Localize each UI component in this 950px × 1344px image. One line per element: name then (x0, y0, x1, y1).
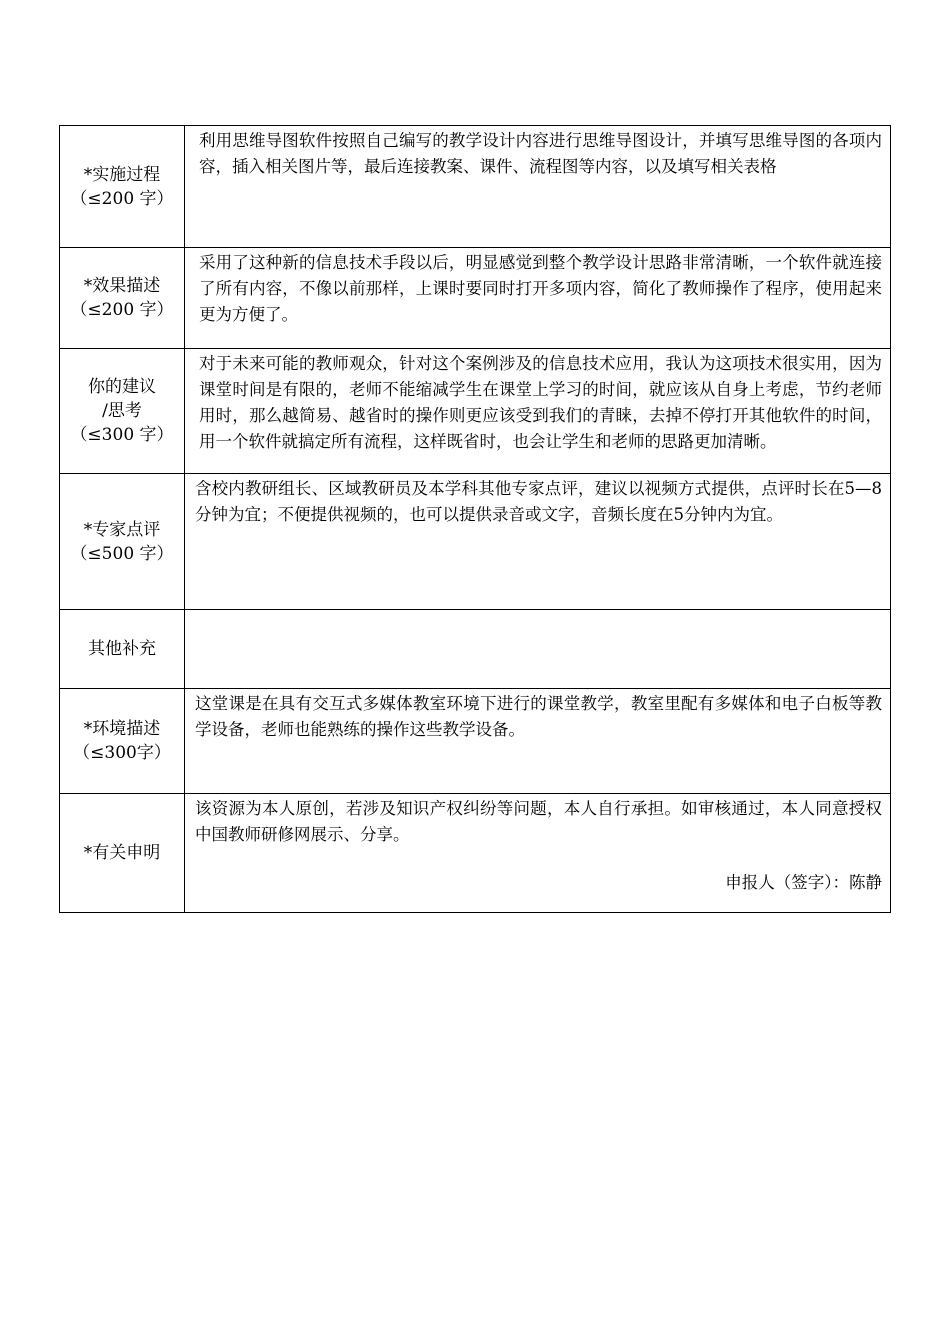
form-row-declaration (60, 794, 891, 913)
row-label (60, 474, 185, 610)
declaration-text: 该资源为本人原创，若涉及知识产权纠纷等问题，本人自行承担。如审核通过，本人同意授权中国教师研修网展示、分享。 (195, 799, 882, 844)
form-row-effect (60, 248, 891, 349)
row-content: 对于未来可能的教师观众，针对这个案例涉及的信息技术应用，我认为这项技术很实用，因为课堂时间是有限的，老师不能缩减学生在课堂上学习的时间，就应该从自身上考虑，节约老师用时，那么越简易、越省时的操作则更应该受到我们的青睐，去掉不停打开其他软件的时间，用一个软件就搞定所有流程，这样既省时，也会让学生和老师的思路更加清晰。 (185, 349, 891, 474)
row-label-title: *专家点评 (83, 519, 161, 540)
row-content-declaration (185, 794, 891, 913)
row-content: 采用了这种新的信息技术手段以后，明显感觉到整个教学设计思路非常清晰，一个软件就连接了所有内容，不像以前那样，上课时要同时打开多项内容，简化了教师操作了程序，使用起来更为方便了。 (185, 248, 891, 349)
row-label-limit: （≤200 字） (70, 300, 174, 320)
row-content: 这堂课是在具有交互式多媒体教室环境下进行的课堂教学，教室里配有多媒体和电子白板等教学设备，老师也能熟练的操作这些教学设备。 (185, 689, 891, 794)
row-label-limit: （≤300 字） (70, 425, 174, 445)
applicant-signature: 申报人（签字）：陈静 (725, 873, 882, 892)
row-label (60, 126, 185, 248)
form-row-implementation (60, 126, 891, 248)
row-label-title: *实施过程 (83, 164, 161, 185)
form-row-expert-review (60, 474, 891, 610)
row-content (185, 610, 891, 689)
form-row-other (60, 610, 891, 689)
row-content: 利用思维导图软件按照自己编写的教学设计内容进行思维导图设计，并填写思维导图的各项内容，插入相关图片等，最后连接教案、课件、流程图等内容，以及填写相关表格 (185, 126, 891, 248)
row-label (60, 794, 185, 913)
row-label (60, 349, 185, 474)
row-label-limit: （≤300字） (73, 743, 171, 763)
row-label-title: *有关申明 (83, 843, 161, 863)
form-row-environment (60, 689, 891, 794)
row-content: 含校内教研组长、区域教研员及本学科其他专家点评，建议以视频方式提供，点评时长在5—8分钟为宜；不便提供视频的，也可以提供录音或文字，音频长度在5分钟内为宜。 (185, 474, 891, 610)
row-label-title: 你的建议 (88, 377, 156, 397)
row-label-subtitle: /思考 (102, 401, 142, 421)
row-label (60, 689, 185, 794)
application-form-table (59, 125, 891, 913)
row-label-limit: （≤500 字） (70, 543, 174, 564)
row-label-limit: （≤200 字） (70, 188, 174, 209)
row-label (60, 610, 185, 689)
row-label-title: *环境描述 (83, 719, 161, 739)
row-label-title: 其他补充 (88, 639, 156, 659)
form-row-suggestion (60, 349, 891, 474)
row-label-title: *效果描述 (83, 276, 161, 296)
row-label (60, 248, 185, 349)
